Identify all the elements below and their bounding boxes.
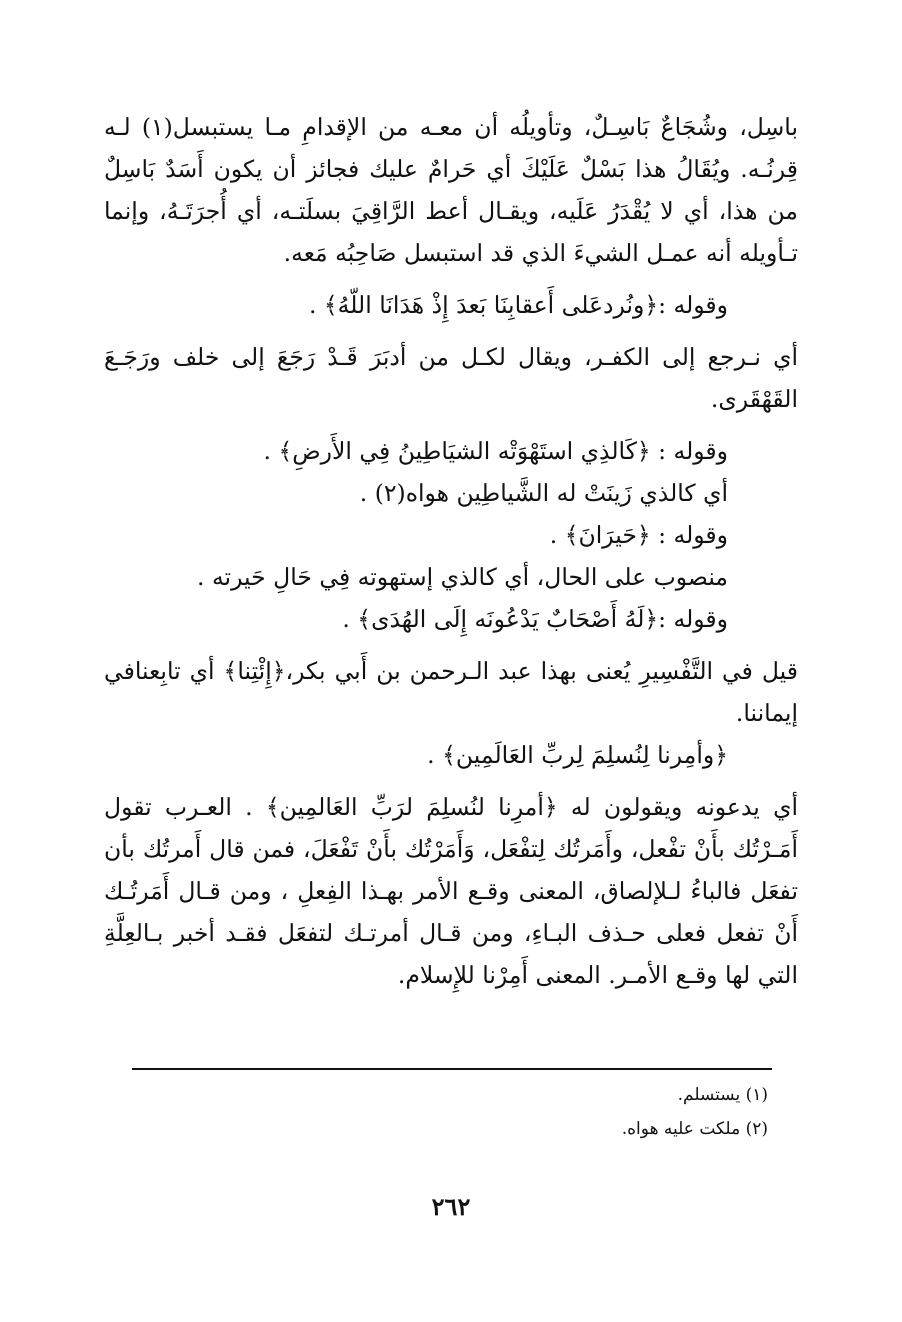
verse-quote-1: وقوله :﴿ونُردعَلى أَعقابِنَا بَعدَ إِذْ هَدَانَا اللّهُ﴾ . [308,291,728,319]
paragraph-grammar: أي يدعونه ويقولون له ﴿أمرِنا لنُسلِمَ لرَبِّ العَالمِين﴾ . العـرب تقول أَمَـرْتُك بأَنْ تفْعل، وأَمَرتُك لِتفْعَل، وَأَمَرْتُك بأَنْ تَفْعَلَ، فمن قال أَمرتُك بأن تفعَل فالباءُ لـلإلصاق، المعنى وقـع الأمر بهـذا الفِعلِ ، ومن قـال أَمَرتُـك أَنْ تفعل فعلى حـذف البـاءِ، ومن قـال أمرتـك لتفعَل فقـد أخبر بـالعِلَّةِ التي لها وقـع الأمـر. المعنى أَمِرْنا للإِسلام. [104,793,798,989]
main-text [104,106,798,996]
indented-lines [104,430,798,640]
page-number: ٢٦٢ [431,1192,471,1221]
footnote-2: (٢) ملكت عليه هواه. [621,1119,768,1139]
footnote-1: (١) يستسلم. [677,1085,768,1105]
footnote-divider [132,1068,772,1070]
explanation-line-1: أي كالذي زَينَتْ له الشَّياطِين هواه(٢) . [359,479,728,507]
paragraph-qahqara: أي نـرجع إلى الكفـر، ويقال لكـل من أدبَرَ قَـدْ رَجَعَ إلى خلف ورَجَـعَ القَهْقَرى. [104,343,798,413]
verse-quote-2: وقوله : ﴿كَالذِي استَهْوَتْه الشيَاطِينُ فِي الأَرضِ﴾ . [263,437,728,465]
paragraph-tafsir: قيل في التَّفْسِيرِ يُعنى بهذا عبد الـرحمن بن أَبي بكر،﴿إِئْتِنا﴾ أي تابِعنافي إيماننا. [104,657,798,727]
verse-quote-5: ﴿وأمِرنا لِنُسلِمَ لِربِّ العَالَمِين﴾ . [427,741,728,769]
verse-quote-3: وقوله : ﴿حَيرَانَ﴾ . [549,521,728,549]
paragraph-basil: باسِل، وشُجَاعٌ بَاسِـلٌ، وتأويلُه أن معـه من الإقدامِ مـا يستبسل(١) لـه قِرنُـه. ويُقَالُ هذا بَسْلٌ عَلَيْكَ أي حَرامٌ عليك فجائز أن يكون أَسَدٌ بَاسِلٌ من هذا، أي لا يُقْدَرُ عَلَيه، ويقـال أعط الرَّاقِيَ بسلَتـه، أي أُجرَتَـهُ، وإنما تـأويله أنه عمـل الشيءَ الذي قد استبسل صَاحِبُه مَعه. [104,113,798,267]
explanation-line-2: منصوب على الحال، أي كالذي إستهوته فِي حَالِ حَيرته . [197,563,728,591]
verse-quote-4: وقوله :﴿لَهُ أَصْحَابٌ يَدْعُونَه إِلَى الهُدَى﴾ . [342,605,728,633]
